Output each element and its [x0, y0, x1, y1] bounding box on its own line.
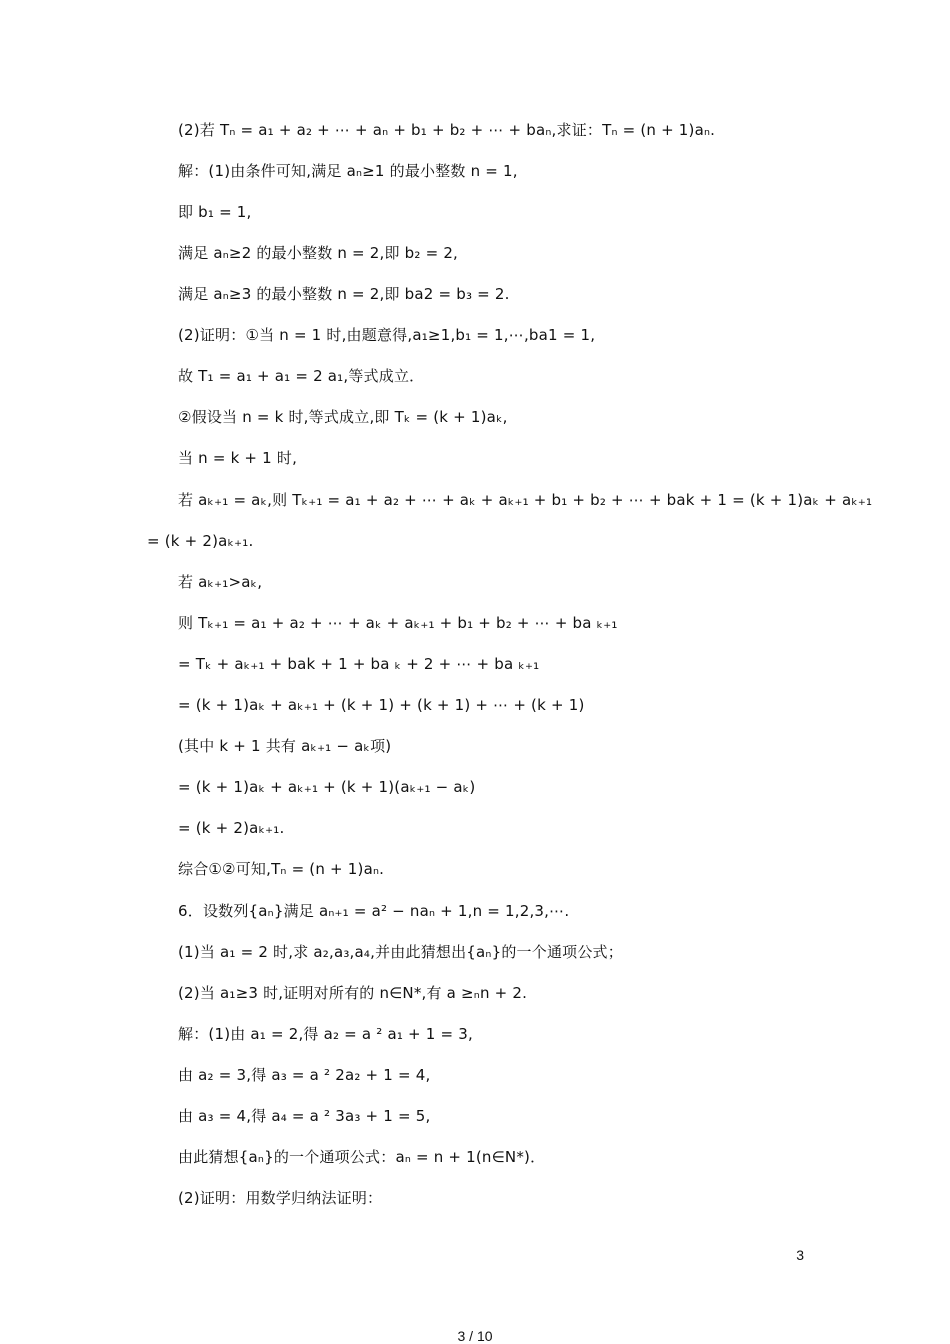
text-line: 解：(1)由条件可知,满足 aₙ≥1 的最小整数 n = 1,: [178, 162, 518, 180]
text-line: 则 Tₖ₊₁ = a₁ + a₂ + ⋯ + aₖ + aₖ₊₁ + b₁ + b₂ + ⋯ + ba ₖ₊₁: [178, 614, 618, 632]
text-line: = Tₖ + aₖ₊₁ + bak + 1 + ba ₖ + 2 + ⋯ + ba ₖ₊₁: [178, 655, 540, 673]
page-counter: 3 / 10: [457, 1328, 493, 1344]
text-line: (2)当 a₁≥3 时,证明对所有的 n∈N*,有 a ≥ₙn + 2.: [178, 984, 528, 1002]
text-line: 综合①②可知,Tₙ = (n + 1)aₙ.: [178, 860, 385, 878]
text-line: (其中 k + 1 共有 aₖ₊₁ − aₖ项): [178, 737, 392, 755]
text-line: 由此猜想{aₙ}的一个通项公式：aₙ = n + 1(n∈N*)．: [178, 1148, 546, 1166]
text-line: 故 T₁ = a₁ + a₁ = 2 a₁,等式成立．: [178, 367, 425, 385]
text-line: = (k + 1)aₖ + aₖ₊₁ + (k + 1) + (k + 1) + ⋯ + (k + 1): [178, 696, 585, 714]
text-line: 6．设数列{aₙ}满足 aₙ₊₁ = a² − naₙ + 1,n = 1,2,3,⋯.: [178, 902, 570, 920]
text-line: 满足 aₙ≥3 的最小整数 n = 2,即 ba2 = b₃ = 2.: [178, 285, 510, 303]
text-line: 当 n = k + 1 时,: [178, 449, 298, 467]
text-line: 即 b₁ = 1,: [178, 203, 252, 221]
text-line: (2)证明：用数学归纳法证明：: [178, 1189, 383, 1207]
text-line: ②假设当 n = k 时,等式成立,即 Tₖ = (k + 1)aₖ,: [178, 408, 508, 426]
text-line: 若 aₖ₊₁>aₖ,: [178, 573, 263, 591]
text-line: 若 aₖ₊₁ = aₖ,则 Tₖ₊₁ = a₁ + a₂ + ⋯ + aₖ + aₖ₊₁ + b₁ + b₂ + ⋯ + bak + 1 = (k + 1)aₖ + aₖ₊₁: [178, 491, 873, 509]
page-number: 3: [796, 1247, 804, 1263]
text-line: = (k + 2)aₖ₊₁.: [178, 819, 285, 837]
text-line: 由 a₃ = 4,得 a₄ = a ² 3a₃ + 1 = 5,: [178, 1107, 431, 1125]
text-line: (1)当 a₁ = 2 时,求 a₂,a₃,a₄,并由此猜想出{aₙ}的一个通项公式；: [178, 943, 623, 961]
text-line: 解：(1)由 a₁ = 2,得 a₂ = a ² a₁ + 1 = 3,: [178, 1025, 473, 1043]
text-line: (2)若 Tₙ = a₁ + a₂ + ⋯ + aₙ + b₁ + b₂ + ⋯ + baₙ,求证：Tₙ = (n + 1)aₙ.: [178, 121, 716, 139]
text-line: 由 a₂ = 3,得 a₃ = a ² 2a₂ + 1 = 4,: [178, 1066, 431, 1084]
text-line: 满足 aₙ≥2 的最小整数 n = 2,即 b₂ = 2,: [178, 244, 459, 262]
text-line: = (k + 2)aₖ₊₁.: [147, 532, 254, 550]
text-line: (2)证明：①当 n = 1 时,由题意得,a₁≥1,b₁ = 1,⋯,ba1 = 1,: [178, 326, 596, 344]
text-line: = (k + 1)aₖ + aₖ₊₁ + (k + 1)(aₖ₊₁ − aₖ): [178, 778, 476, 796]
